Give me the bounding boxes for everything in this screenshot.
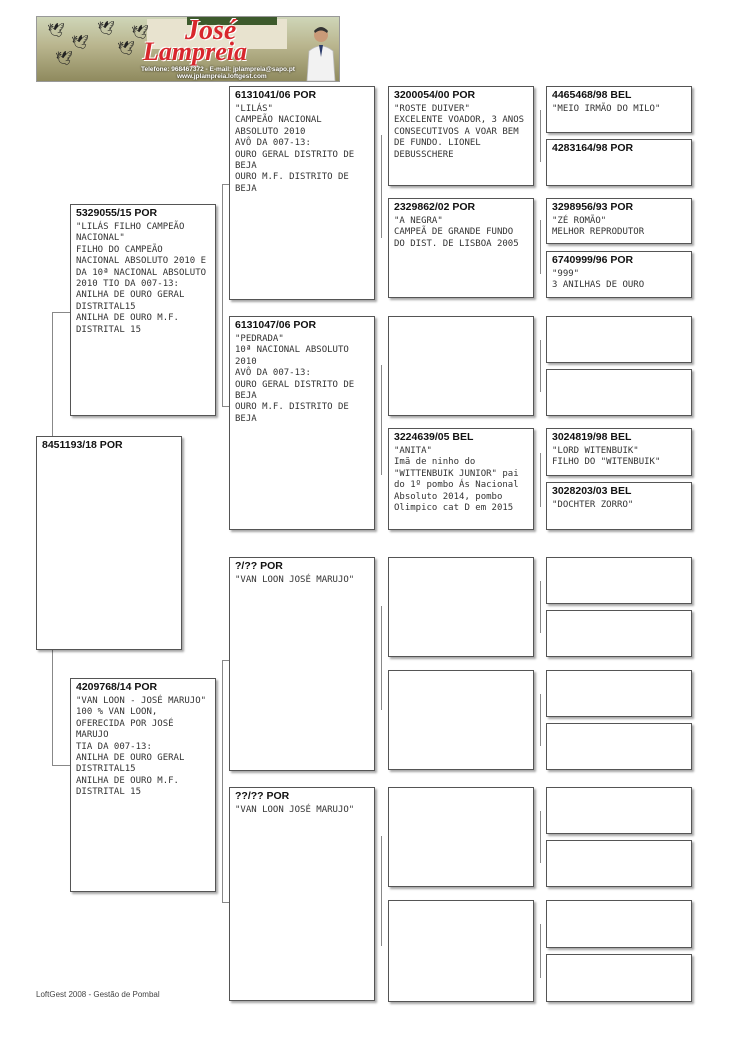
pigeon-icon: 🕊 [55,51,73,67]
great-great-grandparent-box[interactable] [546,557,692,604]
connector-line [381,365,382,475]
great-great-grandparent-box[interactable] [546,316,692,363]
great-grandparent-box[interactable] [388,557,534,657]
subject-box[interactable] [36,436,182,650]
great-grandparent-box[interactable] [388,198,534,298]
pigeon-description: "999" 3 ANILHAS DE OURO [552,269,645,291]
pigeon-description: "A NEGRA" CAMPEÃ DE GRANDE FUNDO DO DIST. DE LISBOA 2005 [394,216,519,249]
pigeon-icon: 🕊 [71,35,89,51]
pigeon-description: "VAN LOON JOSÉ MARUJO" [235,575,355,585]
pigeon-description: "MEIO IRMÃO DO MILO" [552,104,661,114]
ring-number: 4465468/98 BEL [552,89,632,101]
ring-number: ?/?? POR [235,560,283,572]
connector-line [222,902,229,903]
connector-line [222,184,223,406]
connector-line [222,184,229,185]
header-last-name: Lampreia [143,37,247,66]
ring-number: ??/?? POR [235,790,290,802]
pigeon-icon: 🕊 [117,41,135,57]
grandparent-box[interactable] [229,787,375,1001]
ring-number: 6131047/06 POR [235,319,317,331]
connector-line [52,765,70,766]
ring-number: 4209768/14 POR [76,681,158,693]
ring-number: 6740999/96 POR [552,254,634,266]
connector-line [222,406,229,407]
header-contact-line2: www.jplampreia.loftgest.com [177,73,267,80]
grandparent-box[interactable] [229,316,375,530]
ring-number: 3224639/05 BEL [394,431,474,443]
pigeon-description: "ZÉ ROMÃO" MELHOR REPRODUTOR [552,216,645,238]
ring-number: 5329055/15 POR [76,207,158,219]
connector-line [540,811,541,863]
person-photo [305,23,337,81]
connector-line [540,340,541,392]
ring-number: 6131041/06 POR [235,89,317,101]
pigeon-description: "PEDRADA" 10ª NACIONAL ABSOLUTO 2010 AVÔ DA 007-13: OURO GERAL DISTRITO DE BEJA OURO M.F. DISTRITO DE BEJA [235,334,355,424]
connector-line [381,606,382,710]
grandparent-box[interactable] [229,557,375,771]
footer-text: LoftGest 2008 - Gestão de Pombal [36,990,160,999]
connector-line [540,453,541,507]
ring-number: 3298956/93 POR [552,201,634,213]
ring-number: 2329862/02 POR [394,201,476,213]
great-great-grandparent-box[interactable] [546,482,692,530]
great-grandparent-box[interactable] [388,670,534,770]
great-grandparent-box[interactable] [388,900,534,1002]
great-grandparent-box[interactable] [388,316,534,416]
ring-number: 3024819/98 BEL [552,431,632,443]
pigeon-icon: 🕊 [131,25,149,41]
header-banner [36,16,340,82]
ring-number: 8451193/18 POR [42,439,123,451]
connector-line [540,694,541,746]
grandparent-box[interactable] [229,86,375,300]
pigeon-description: "ANITA" Imã de ninho do "WITTENBUIK JUNIOR" pai do 1º pombo Ás Nacional Absoluto 2014, pombo Olimpico cat D em 2015 [394,446,519,514]
connector-line [222,660,223,902]
pigeon-description: "LILÁS" CAMPEÃO NACIONAL ABSOLUTO 2010 AVÔ DA 007-13: OURO GERAL DISTRITO DE BEJA OURO M.F. DISTRITO DE BEJA [235,104,355,194]
great-great-grandparent-box[interactable] [546,428,692,476]
pigeon-description: "ROSTE DUIVER" EXCELENTE VOADOR, 3 ANOS CONSECUTIVOS A VOAR BEM DE FUNDO. LIONEL DEBUSSCHERE [394,104,525,160]
ring-number: 3028203/03 BEL [552,485,632,497]
great-great-grandparent-box[interactable] [546,86,692,133]
great-grandparent-box[interactable] [388,787,534,887]
great-great-grandparent-box[interactable] [546,900,692,948]
dam-box[interactable] [70,678,216,892]
sire-box[interactable] [70,204,216,416]
header-contact-line1: Telefone: 968467372 - E-mail: jplampreia@sapo.pt [141,66,295,73]
great-grandparent-box[interactable] [388,428,534,530]
great-great-grandparent-box[interactable] [546,840,692,887]
great-great-grandparent-box[interactable] [546,787,692,834]
connector-line [540,924,541,978]
great-grandparent-box[interactable] [388,86,534,186]
pigeon-icon: 🕊 [47,23,65,39]
connector-line [222,660,229,661]
ring-number: 4283164/98 POR [552,142,634,154]
pigeon-description: "VAN LOON - JOSÉ MARUJO" 100 % VAN LOON, OFERECIDA POR JOSÉ MARUJO TIA DA 007-13: ANILHA DE OURO GERAL DISTRITAL15 ANILHA DE OURO M.F. DISTRITAL 15 [76,696,207,798]
header-contact [141,66,295,80]
great-great-grandparent-box[interactable] [546,369,692,416]
connector-line [381,135,382,238]
great-great-grandparent-box[interactable] [546,198,692,244]
great-great-grandparent-box[interactable] [546,954,692,1002]
great-great-grandparent-box[interactable] [546,139,692,186]
pigeon-description: "LILÁS FILHO CAMPEÃO NACIONAL" FILHO DO CAMPEÃO NACIONAL ABSOLUTO 2010 E DA 10ª NACIONAL ABSOLUTO 2010 TIO DA 007-13: ANILHA DE OURO GERAL DISTRITAL15 ANILHA DE OURO M.F. DISTRITAL 15 [76,222,207,335]
great-great-grandparent-box[interactable] [546,670,692,717]
ring-number: 3200054/00 POR [394,89,476,101]
connector-line [540,220,541,274]
great-great-grandparent-box[interactable] [546,251,692,298]
great-great-grandparent-box[interactable] [546,610,692,657]
connector-line [540,581,541,633]
pigeon-description: "VAN LOON JOSÉ MARUJO" [235,805,355,815]
great-great-grandparent-box[interactable] [546,723,692,770]
header-first-name: José [185,16,237,46]
connector-line [381,836,382,946]
pigeon-description: "LORD WITENBUIK" FILHO DO "WITENBUIK" [552,446,661,468]
connector-line [540,110,541,162]
connector-line [52,312,70,313]
pigeon-icon: 🕊 [97,21,115,37]
pigeon-description: "DOCHTER ZORRO" [552,500,634,510]
